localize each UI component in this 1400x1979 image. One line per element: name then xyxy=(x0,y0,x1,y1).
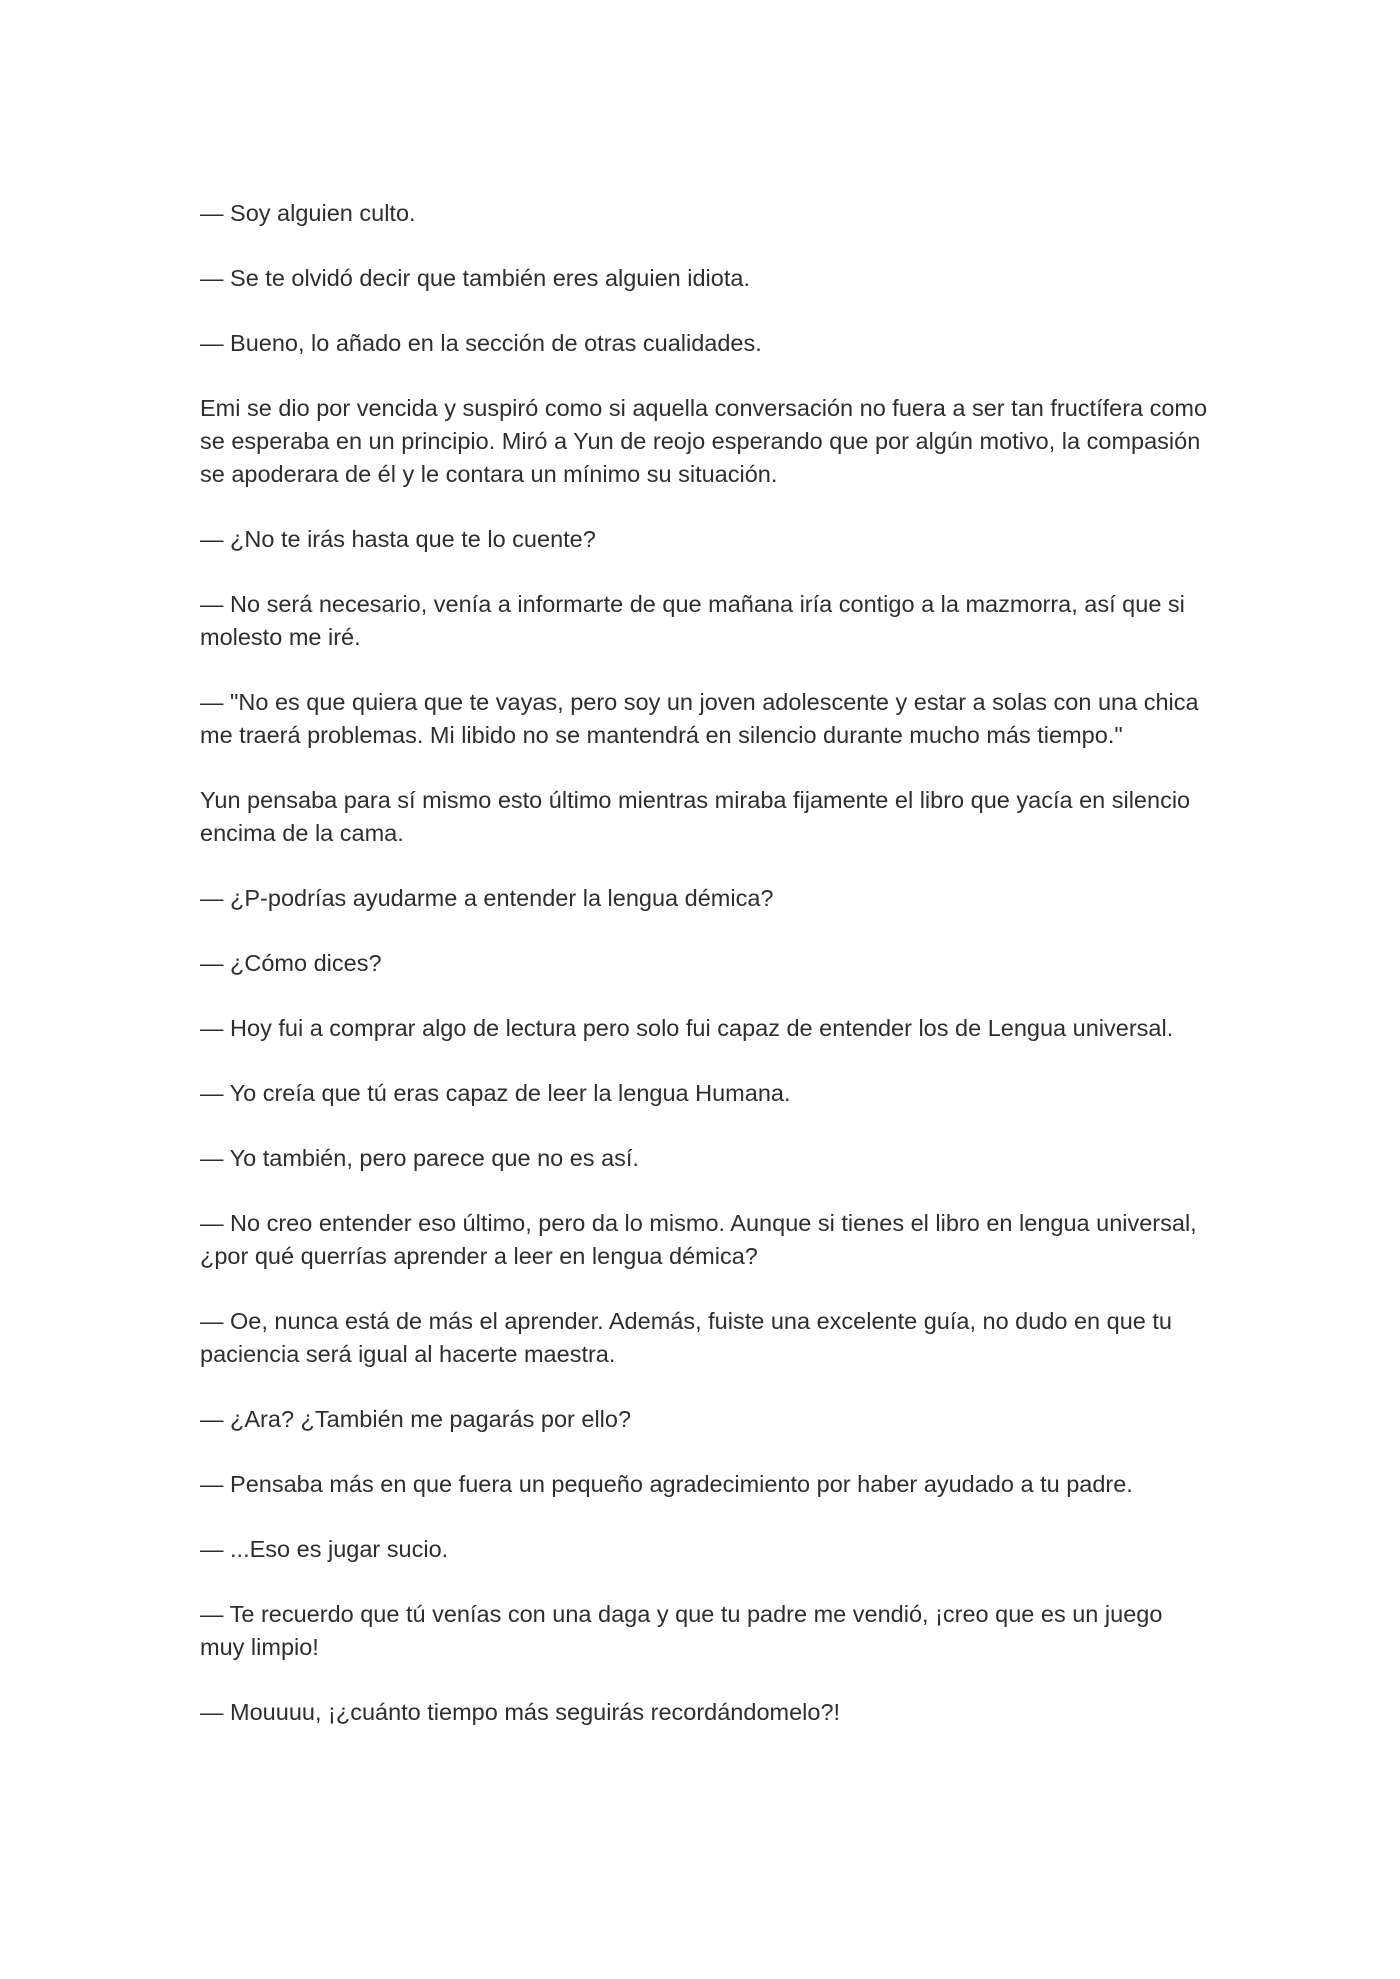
paragraph: — Te recuerdo que tú venías con una daga y que tu padre me vendió, ¡creo que es un juego muy limpio! xyxy=(200,1601,1163,1660)
paragraph: Yun pensaba para sí mismo esto último mientras miraba fijamente el libro que yacía en silencio encima de la cama. xyxy=(200,787,1191,846)
document-body xyxy=(200,197,1210,1761)
paragraph: Emi se dio por vencida y suspiró como si aquella conversación no fuera a ser tan fructífera como se esperaba en un principio. Miró a Yun de reojo esperando que por algún motivo, la compasión se apoderara de él y le contara un mínimo su situación. xyxy=(200,395,1208,487)
paragraph: — Hoy fui a comprar algo de lectura pero solo fui capaz de entender los de Lengua universal. xyxy=(200,1015,1174,1041)
paragraph: — Bueno, lo añado en la sección de otras cualidades. xyxy=(200,330,762,356)
paragraph: — ¿P-podrías ayudarme a entender la lengua démica? xyxy=(200,885,774,911)
paragraph: — Soy alguien culto. xyxy=(200,200,416,226)
paragraph: — Yo también, pero parece que no es así. xyxy=(200,1145,639,1171)
paragraph: — ¿No te irás hasta que te lo cuente? xyxy=(200,526,596,552)
paragraph: — No será necesario, venía a informarte de que mañana iría contigo a la mazmorra, así que si molesto me iré. xyxy=(200,591,1185,650)
paragraph: — No creo entender eso último, pero da lo mismo. Aunque si tienes el libro en lengua universal, ¿por qué querrías aprender a leer en lengua démica? xyxy=(200,1210,1197,1269)
paragraph: — Mouuuu, ¡¿cuánto tiempo más seguirás recordándomelo?! xyxy=(200,1699,841,1725)
paragraph: — ¿Ara? ¿También me pagarás por ello? xyxy=(200,1406,632,1432)
paragraph: — ¿Cómo dices? xyxy=(200,950,382,976)
paragraph: — Yo creía que tú eras capaz de leer la lengua Humana. xyxy=(200,1080,791,1106)
paragraph: — Se te olvidó decir que también eres alguien idiota. xyxy=(200,265,750,291)
paragraph: — "No es que quiera que te vayas, pero soy un joven adolescente y estar a solas con una chica me traerá problemas. Mi libido no se mantendrá en silencio durante mucho más tiempo." xyxy=(200,689,1199,748)
paragraph: — ...Eso es jugar sucio. xyxy=(200,1536,449,1562)
paragraph: — Oe, nunca está de más el aprender. Además, fuiste una excelente guía, no dudo en que tu paciencia será igual al hacerte maestra. xyxy=(200,1308,1172,1367)
paragraph: — Pensaba más en que fuera un pequeño agradecimiento por haber ayudado a tu padre. xyxy=(200,1471,1133,1497)
